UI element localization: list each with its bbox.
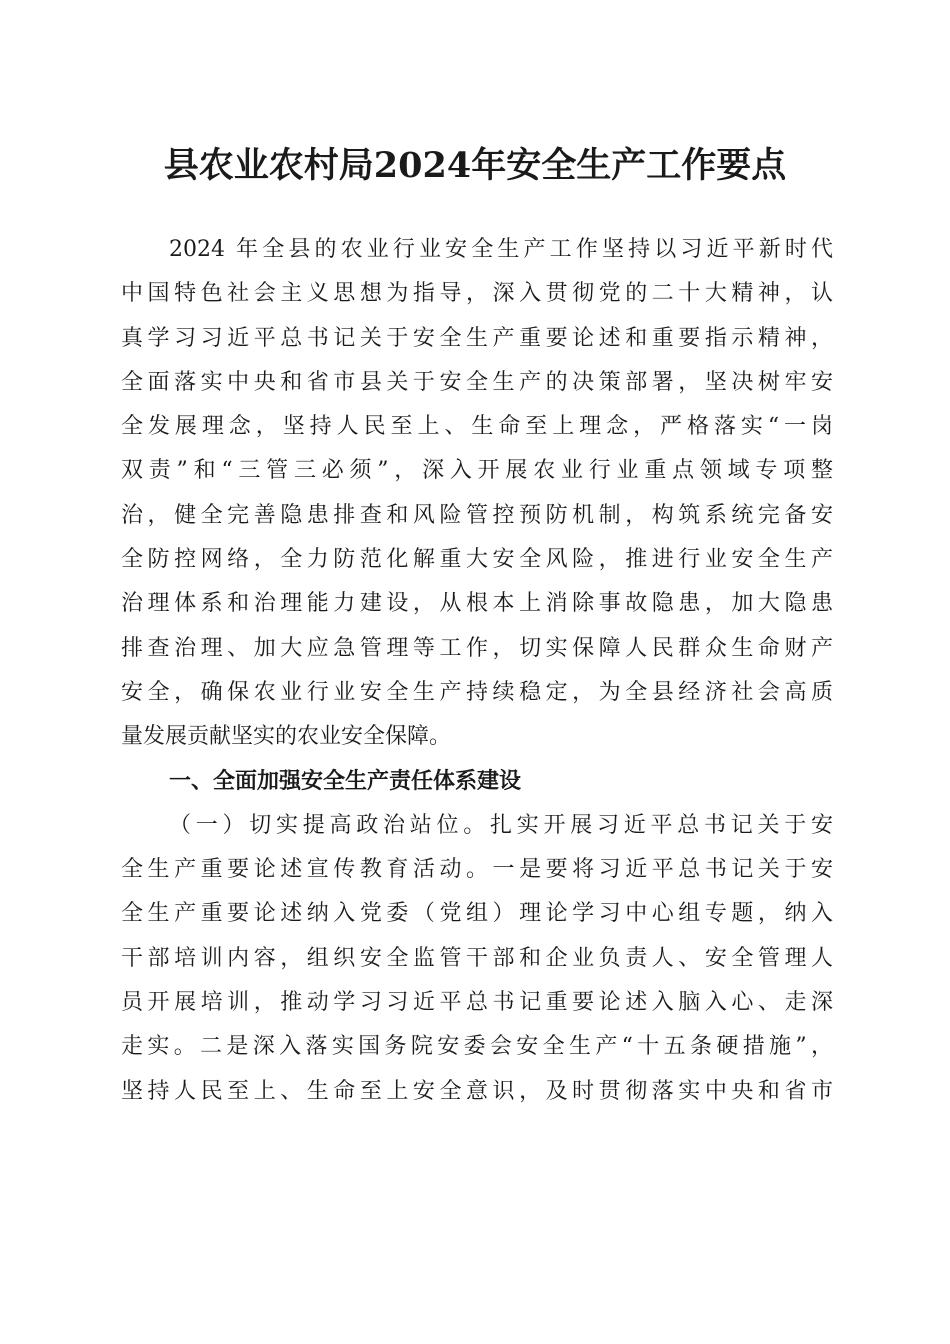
- paragraph-line: （一）切实提高政治站位。扎实开展习近平总书记关于安: [169, 812, 833, 838]
- section-heading: 一、全面加强安全生产责任体系建设: [169, 768, 522, 794]
- paragraph-line: 全面落实中央和省市县关于安全生产的决策部署，坚决树牢安: [121, 369, 833, 395]
- paragraph-line: 双责”和“三管三必须”，深入开展农业行业重点领域专项整: [121, 458, 833, 484]
- paragraph-line: 量发展贡献坚实的农业安全保障。: [121, 724, 452, 750]
- paragraph-line: 全发展理念，坚持人民至上、生命至上理念，严格落实“一岗: [121, 414, 833, 440]
- paragraph-line: 全生产重要论述宣传教育活动。一是要将习近平总书记关于安: [121, 857, 833, 883]
- paragraph-line: 真学习习近平总书记关于安全生产重要论述和重要指示精神，: [121, 325, 833, 351]
- document-title: 县农业农村局2024年安全生产工作要点: [163, 145, 787, 186]
- paragraph-line: 安全，确保农业行业安全生产持续稳定，为全县经济社会高质: [121, 679, 833, 705]
- paragraph-line: 员开展培训，推动学习习近平总书记重要论述入脑入心、走深: [121, 990, 833, 1016]
- paragraph-line: 全防控网络，全力防范化解重大安全风险，推进行业安全生产: [121, 547, 833, 573]
- paragraph-line: 2024 年全县的农业行业安全生产工作坚持以习近平新时代: [169, 237, 833, 262]
- document-body: [121, 228, 833, 1114]
- paragraph-line: 坚持人民至上、生命至上安全意识，及时贯彻落实中央和省市: [121, 1078, 833, 1104]
- paragraph-line: 治，健全完善隐患排查和风险管控预防机制，构筑系统完备安: [121, 502, 833, 528]
- paragraph-line: 治理体系和治理能力建设，从根本上消除事故隐患，加大隐患: [121, 591, 833, 617]
- paragraph-line: 排查治理、加大应急管理等工作，切实保障人民群众生命财产: [121, 635, 833, 661]
- paragraph-line: 干部培训内容，组织安全监管干部和企业负责人、安全管理人: [121, 945, 833, 971]
- paragraph-line: 全生产重要论述纳入党委（党组）理论学习中心组专题，纳入: [121, 901, 833, 927]
- paragraph-line: 走实。二是深入落实国务院安委会安全生产“十五条硬措施”，: [121, 1034, 833, 1060]
- paragraph-line: 中国特色社会主义思想为指导，深入贯彻党的二十大精神，认: [121, 281, 833, 307]
